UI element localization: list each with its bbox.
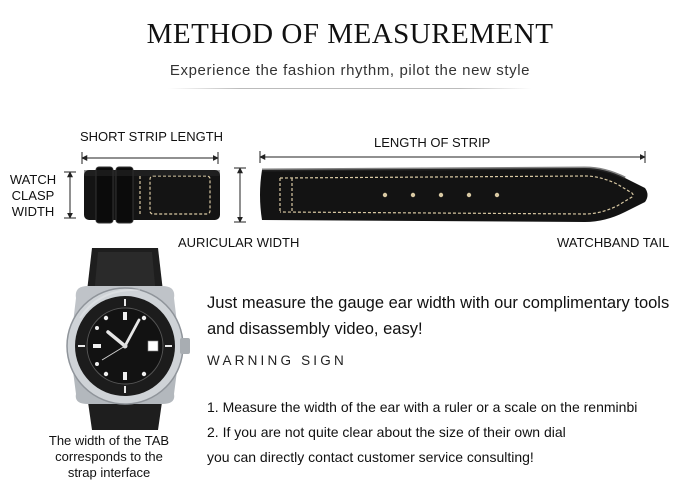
length-of-strip-label: LENGTH OF STRIP bbox=[374, 135, 491, 150]
short-strap-illustration bbox=[84, 167, 220, 223]
note-line-3: you can directly contact customer service consulting! bbox=[207, 449, 534, 465]
clasp-width-dimension-arrow bbox=[64, 172, 76, 218]
warning-sign-heading: WARNING SIGN bbox=[207, 353, 347, 368]
long-strap-illustration bbox=[260, 168, 648, 222]
page-subtitle: Experience the fashion rhythm, pilot the new style bbox=[169, 62, 531, 79]
short-strip-length-label: SHORT STRIP LENGTH bbox=[80, 129, 224, 144]
short-strip-dimension-arrow bbox=[82, 152, 218, 164]
watch-illustration bbox=[40, 248, 198, 430]
long-strip-dimension-arrow bbox=[260, 151, 645, 163]
watchband-tail-label: WATCHBAND TAIL bbox=[557, 235, 670, 250]
subtitle-divider bbox=[168, 88, 532, 89]
page-title: METHOD OF MEASUREMENT bbox=[146, 18, 554, 50]
strap-diagram bbox=[0, 140, 700, 235]
auricular-width-dimension-arrow bbox=[234, 168, 246, 222]
note-line-1: 1. Measure the width of the ear with a ruler or a scale on the renminbi bbox=[207, 399, 638, 415]
measure-instruction-text: Just measure the gauge ear width with our complimentary tools and disassembly video, easy! bbox=[207, 294, 670, 338]
note-line-2: 2. If you are not quite clear about the size of their own dial bbox=[207, 424, 566, 440]
tab-width-caption: The width of the TAB corresponds to the strap interface bbox=[48, 433, 170, 480]
auricular-width-label: AURICULAR WIDTH bbox=[178, 235, 300, 250]
watch-clasp-width-label: WATCH CLASP WIDTH bbox=[9, 172, 57, 219]
